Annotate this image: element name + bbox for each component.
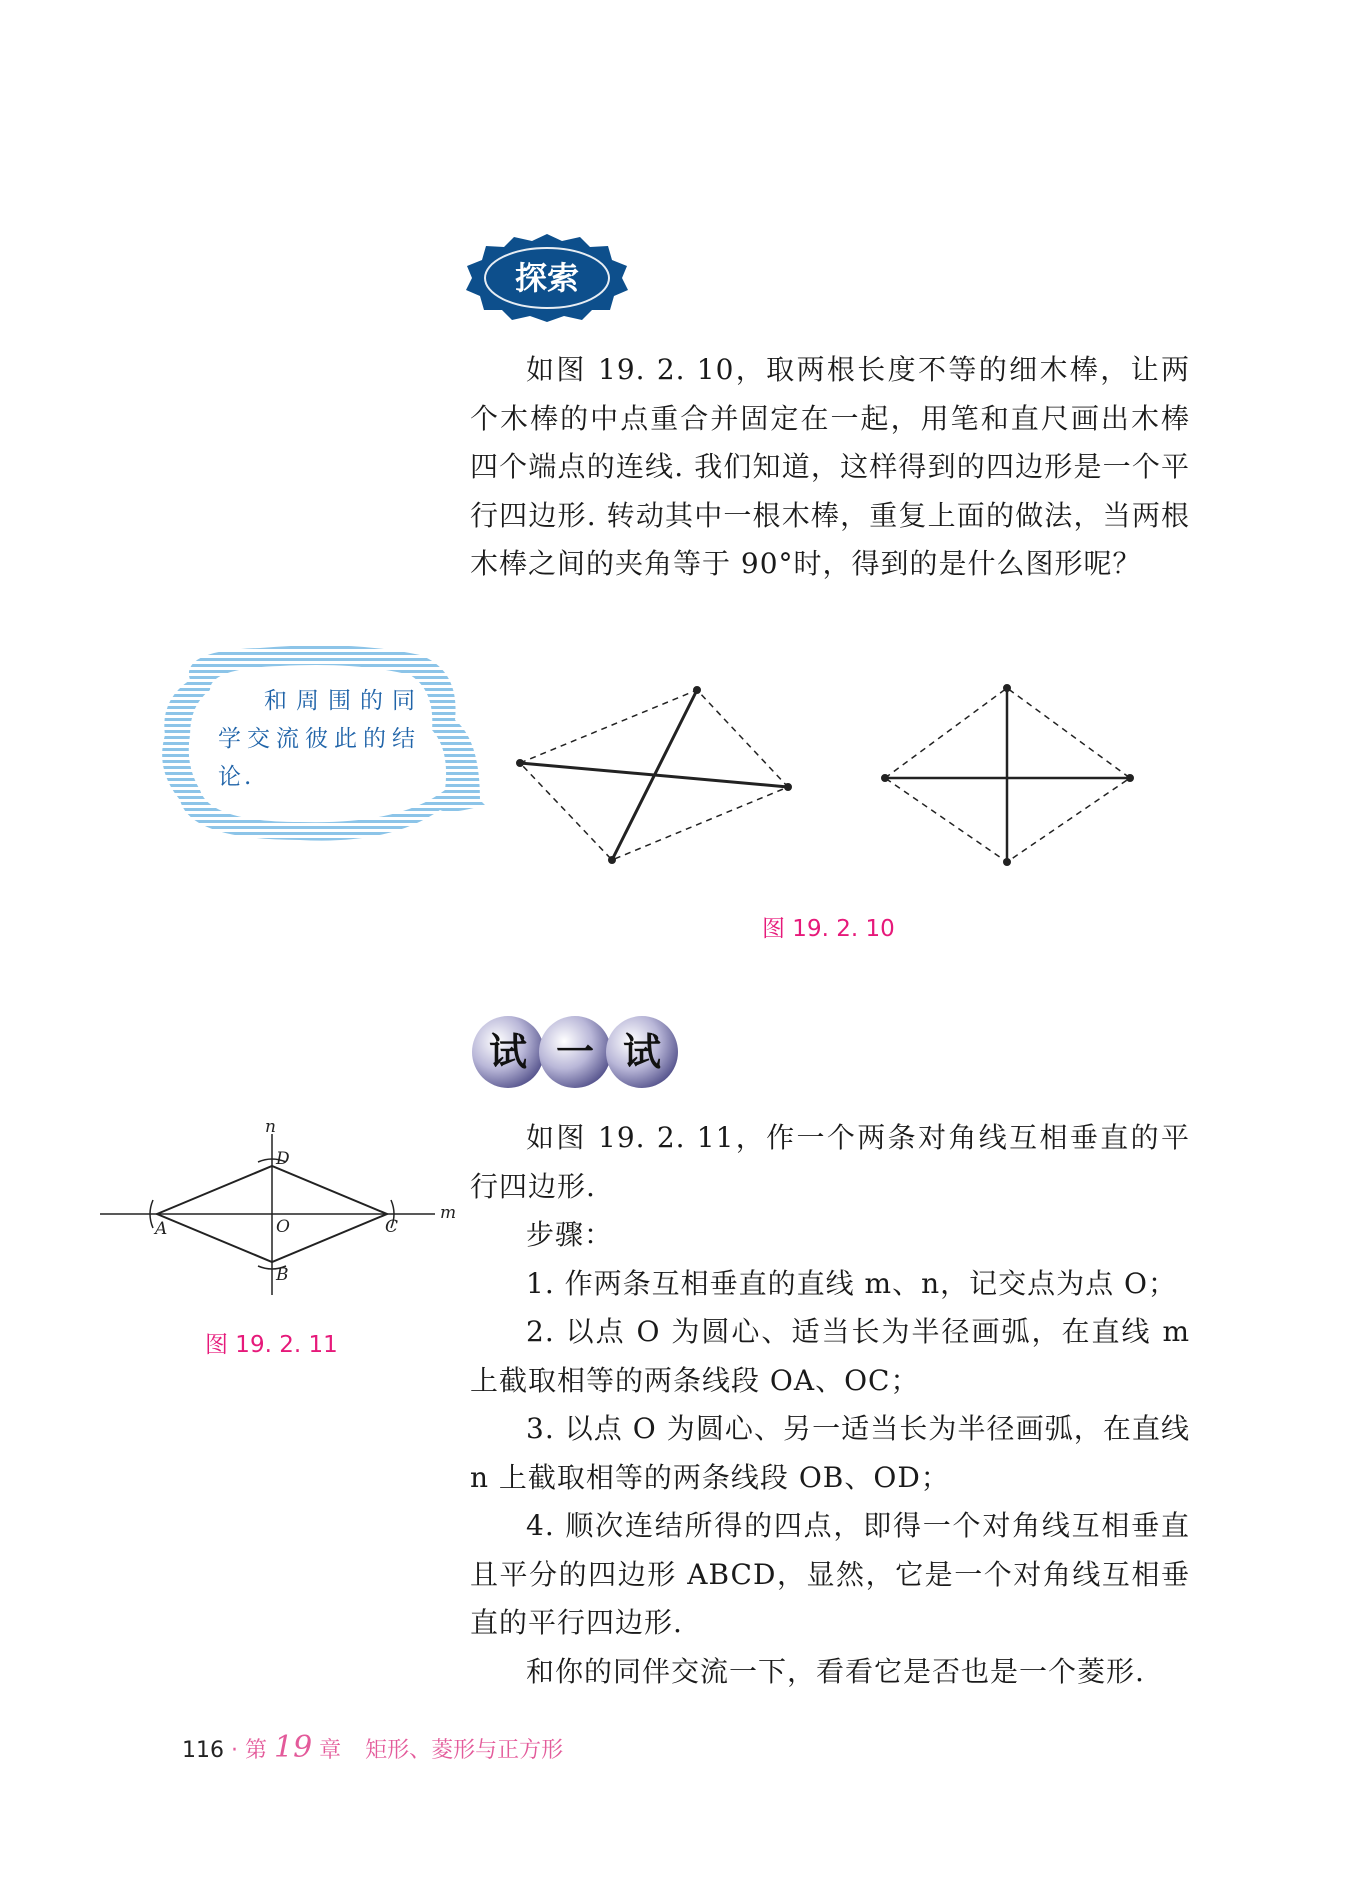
stick-2 [612, 690, 697, 860]
try-it-text [470, 1114, 1190, 1696]
badge-char-3: 试 [622, 1029, 662, 1074]
step-2: 2. 以点 O 为圆心、适当长为半径画弧，在直线 m 上截取相等的两条线段 OA、OC； [470, 1315, 1190, 1397]
figure-caption-19-2-10: 图 19. 2. 10 [762, 916, 895, 942]
label-b: B [276, 1265, 289, 1285]
bubble-text: 和周围的同学交流彼此的结论. [218, 688, 418, 790]
label-o: O [276, 1217, 290, 1237]
badge-char-1: 试 [488, 1029, 528, 1074]
step-1: 1. 作两条互相垂直的直线 m、n，记交点为点 O； [526, 1266, 1177, 1300]
label-c: C [385, 1217, 399, 1237]
figure-19-2-10 [500, 680, 1180, 880]
figure-19-2-11 [95, 1120, 475, 1300]
page-number: 116 [182, 1738, 224, 1763]
label-m: m [440, 1203, 457, 1223]
step-4: 4. 顺次连结所得的四点，即得一个对角线互相垂直且平分的四边形 ABCD，显然，它是一个对角线互相垂直的平行四边形. [470, 1509, 1190, 1639]
chapter-title: 矩形、菱形与正方形 [365, 1738, 564, 1763]
badge-char-2: 一 [555, 1029, 595, 1074]
figure-caption-19-2-11: 图 19. 2. 11 [205, 1332, 338, 1358]
explore-paragraph: 如图 19. 2. 10，取两根长度不等的细木棒，让两个木棒的中点重合并固定在一起，用笔和直尺画出木棒四个端点的连线. 我们知道，这样得到的四边形是一个平行四边形. 转动其中一根木棒，重复上面的做法，当两根木棒之间的夹角等于 90°时，得到的是什么图形呢？ [470, 353, 1190, 580]
badge-label: 探索 [514, 259, 580, 297]
chapter-number: 19 [273, 1730, 313, 1765]
chapter-prefix: 第 [244, 1738, 274, 1763]
closing-sentence: 和你的同伴交流一下，看看它是否也是一个菱形. [526, 1654, 1145, 1688]
parallelogram-figure [517, 687, 792, 864]
rhombus-figure [882, 685, 1134, 866]
label-n: n [265, 1120, 276, 1137]
try-it-intro: 如图 19. 2. 11，作一个两条对角线互相垂直的平行四边形. [470, 1121, 1190, 1203]
step-3: 3. 以点 O 为圆心、另一适当长为半径画弧，在直线 n 上截取相等的两条线段 OB、OD； [470, 1412, 1190, 1494]
try-it-badge [470, 1010, 690, 1092]
footer-separator: · [224, 1738, 245, 1763]
steps-label: 步骤： [526, 1218, 614, 1251]
explore-badge [462, 232, 632, 324]
label-d: D [276, 1149, 290, 1169]
page-footer [182, 1730, 563, 1765]
label-a: A [155, 1219, 168, 1239]
chapter-suffix: 章 [312, 1738, 342, 1763]
